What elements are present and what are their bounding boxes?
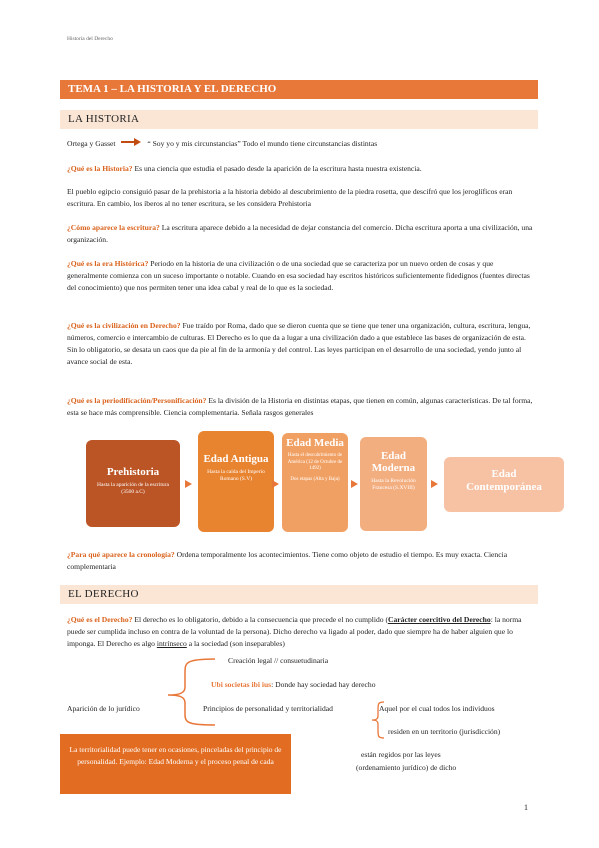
diagram-territorialidad-3: están regidos por las leyes <box>361 750 441 759</box>
diagram-territorialidad-4: (ordenamiento jurídico) de dicho <box>356 763 457 772</box>
question: ¿Qué es la era Histórica? <box>67 259 149 268</box>
note-box-territorialidad: La territorialidad puede tener en ocasiones, pinceladas del principio de personalidad. Ejemplo: Edad Moderna y el proceso penal de cada <box>60 734 291 794</box>
timeline-prehistoria: Prehistoria Hasta la aparición de la escritura (3500 a.C) <box>86 440 180 527</box>
diagram-branch-principios: Principios de personalidad y territorialidad <box>203 704 333 713</box>
paragraph-egipto: El pueblo egipcio consiguió pasar de la prehistoria a la historia debido al descubrimiento de la piedra rosetta, que descifró que los jeroglíficos eran escritura. En cambio, los íberos al no tener escritura, se les considera Prehistoria <box>67 187 513 208</box>
ortega-quote: “ Soy yo y mis circunstancias” <box>147 139 241 148</box>
diagram-branch-creacion: Creación legal // consuetudinaria <box>228 656 329 665</box>
paragraph-civilizacion: ¿Qué es la civilización en Derecho? Fue traído por Roma, dado que se dieron cuenta que se tiene que tener una organización, cultura, escritura, lengua, números, comercio e intercambio de culturas. El Derecho es lo que da a lugar a una civilización dado a que establece las bases de organización de esta. Sin lo obligatorio, se desata un caos que da pie al fin de la armonía y del control. Las leyes participan en el desarrollo de una sociedad, yendo junto al avance social de esta. <box>67 321 531 366</box>
question: ¿Qué es el Derecho? <box>67 615 133 624</box>
timeline-edad-moderna: Edad Moderna Hasta la Revolución Francesa (S.XVIII) <box>360 437 427 531</box>
question: ¿Para qué aparece la cronología? <box>67 550 175 559</box>
question: ¿Cómo aparece la escritura? <box>67 223 160 232</box>
ortega-line <box>67 138 533 150</box>
paragraph-escritura: ¿Cómo aparece la escritura? La escritura aparece debido a la necesidad de dejar constancia del comercio. Dicha escritura aporta a una civilización, una organización. <box>67 223 533 244</box>
timeline-edad-media: Edad Media Hasta el descubrimiento de América (12 de Octubre de 1492) Dos etapas (Alta y Baja) <box>282 433 348 532</box>
section-title-derecho: EL DERECHO <box>60 585 538 604</box>
arrow-right-icon <box>351 480 358 488</box>
arrow-right-icon <box>431 480 438 488</box>
diagram-territorialidad-2: residen en un territorio (jurisdicción) <box>388 727 501 736</box>
ortega-author: Ortega y Gasset <box>67 139 116 148</box>
timeline-edad-antigua: Edad Antigua Hasta la caída del Imperio Romano (S.V) <box>198 431 274 532</box>
section-title-historia: LA HISTORIA <box>60 110 538 129</box>
diagram-aparicion-juridico: Aparición de lo jurídico <box>67 704 140 713</box>
paragraph-que-es-historia: ¿Qué es la Historia? Es una ciencia que estudia el pasado desde la aparición de la escritura hasta nuestra existencia. <box>67 164 422 173</box>
question: ¿Qué es la periodificación/Personificación? <box>67 396 207 405</box>
diagram-territorialidad-1: Aquel por el cual todos los individuos <box>379 704 495 713</box>
question: ¿Qué es la Historia? <box>67 164 133 173</box>
arrow-right-icon <box>272 480 279 488</box>
timeline-edad-contemporanea: Edad Contemporánea <box>444 457 564 512</box>
arrow-right-icon <box>121 138 141 150</box>
paragraph-cronologia: ¿Para qué aparece la cronología? Ordena temporalmente los acontecimientos. Tiene como objeto de estudio el tiempo. Es muy exacta. Ciencia complementaria <box>67 550 508 571</box>
running-header: Historia del Derecho <box>67 36 113 42</box>
paragraph-periodificacion: ¿Qué es la periodificación/Personificación? Es la división de la Historia en distintas etapas, que tienen en común, algunas características. De tal forma, esta se hace más comprensible. Ciencia complementaria. Señala rasgos generales <box>67 396 533 417</box>
curly-brace-icon <box>150 655 220 730</box>
ortega-rest: Todo el mundo tiene circunstancias distintas <box>240 139 378 148</box>
paragraph-que-es-derecho: ¿Qué es el Derecho? El derecho es lo obligatorio, debido a la consecuencia que precede el no cumplido (Carácter coercitivo del Derecho: la norma puede ser cumplida incluso en contra de la voluntad de la persona). Dicho derecho va ligado al poder, dado que siempre ha de haber alguien que lo imponga. El Derecho es algo intrínseco a la sociedad (son inseparables) <box>67 615 522 648</box>
page-number: 1 <box>524 803 528 812</box>
tema-title: TEMA 1 – LA HISTORIA Y EL DERECHO <box>60 80 538 99</box>
arrow-right-icon <box>185 480 192 488</box>
question: ¿Qué es la civilización en Derecho? <box>67 321 181 330</box>
diagram-branch-ubi-societas: Ubi societas ibi ius: Donde hay sociedad hay derecho <box>211 680 376 689</box>
paragraph-era-historica: ¿Qué es la era Histórica? Periodo en la historia de una civilización o de una sociedad que se caracteriza por un nuevo orden de cosas y que generalmente comienza con un suceso importante o notable. Cuando en esa sociedad hay escritos históricos suficientemente fidedignos (fuentes directas del conocimiento) que nos permiten tener una idea cabal y real de lo que es la sociedad. <box>67 259 530 292</box>
